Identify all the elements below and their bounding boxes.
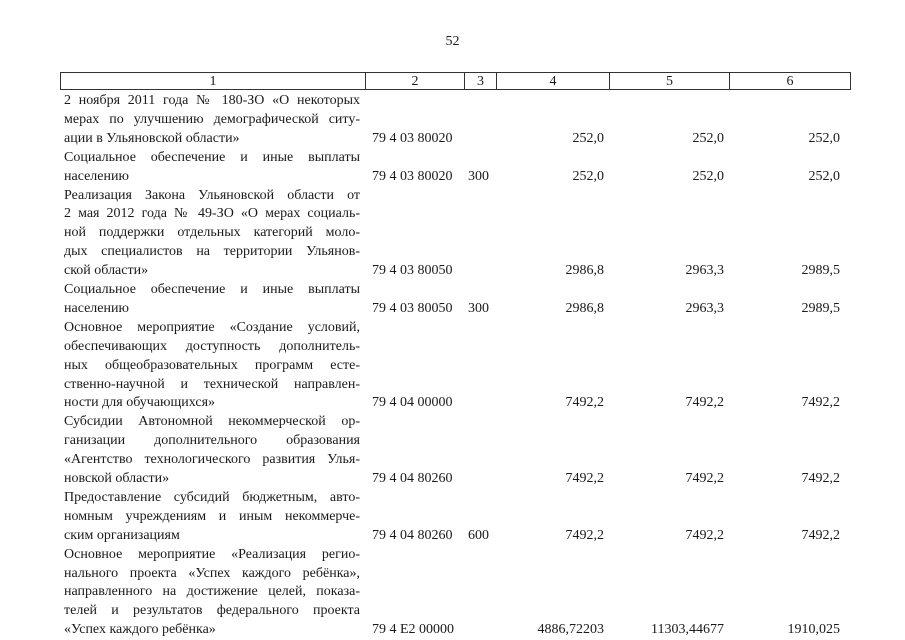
row-value-col4: 2986,8 — [565, 263, 604, 279]
row-value-col5: 2963,3 — [685, 300, 724, 316]
row-value-col6: 2989,5 — [801, 300, 840, 316]
row-value-col6: 7492,2 — [801, 395, 840, 411]
row-description-line: ским организациям — [64, 527, 180, 543]
row-description-line: номным учреждениям и иным некоммерче- — [64, 508, 360, 524]
row-description-line: ственно-научной и технической направлен- — [64, 376, 360, 392]
row-value-col4: 7492,2 — [565, 471, 604, 486]
row-description-line: Субсидии Автономной некоммерческой ор- — [64, 414, 360, 430]
row-value-col5: 2963,3 — [685, 263, 724, 279]
row-value-col4: 252,0 — [572, 130, 604, 146]
row-description-line: Реализация Закона Ульяновской области от — [64, 187, 360, 203]
row-value-col6: 2989,5 — [801, 263, 840, 279]
row-description-line: населению — [64, 300, 129, 316]
row-value-col5: 7492,2 — [685, 471, 724, 486]
table-header — [60, 72, 851, 90]
row-code: 79 4 04 80260 — [372, 471, 453, 486]
row-code: 79 4 03 80020 — [372, 168, 453, 184]
row-description-line: Основное мероприятие «Реализация регио- — [64, 546, 360, 562]
row-description-line: населению — [64, 168, 129, 184]
header-col-1: 1 — [61, 73, 366, 89]
row-description-line: Основное мероприятие «Создание условий, — [64, 319, 360, 335]
row-code: 79 4 03 80050 — [372, 300, 453, 316]
row-description-line: 2 ноября 2011 года № 180-ЗО «О некоторых — [64, 93, 360, 108]
row-value-col4: 7492,2 — [565, 527, 604, 543]
row-code: 79 4 03 80020 — [372, 130, 453, 146]
row-value-col4: 7492,2 — [565, 395, 604, 411]
row-value-col6: 7492,2 — [801, 471, 840, 486]
row-description-line: Предоставление субсидий бюджетным, авто- — [64, 489, 360, 505]
row-code: 79 4 03 80050 — [372, 263, 453, 279]
header-col-5: 5 — [610, 73, 730, 89]
row-value-col6: 7492,2 — [801, 527, 840, 543]
page-number: 52 — [445, 34, 460, 49]
row-value-col6: 252,0 — [808, 168, 840, 184]
row-description-line: «Успех каждого ребёнка» — [64, 622, 216, 638]
row-description-line: ных общеобразовательных программ есте- — [64, 357, 360, 373]
row-description-line: дых специалистов на территории Ульянов- — [64, 244, 360, 260]
row-expense-type: 600 — [468, 527, 489, 543]
row-description-line: телей и результатов федерального проекта — [64, 603, 360, 619]
row-expense-type: 300 — [468, 300, 489, 316]
row-description-line: ской области» — [64, 263, 149, 279]
row-description-line: 2 мая 2012 года № 49-ЗО «О мерах социаль- — [64, 206, 360, 222]
row-description-line: «Агентство технологического развития Улья- — [64, 452, 360, 468]
row-code: 79 4 04 80260 — [372, 527, 453, 543]
row-description-line: обеспечивающих доступность дополнитель- — [64, 338, 360, 354]
row-description-line: мерах по улучшению демографической ситу- — [64, 111, 360, 127]
row-value-col5: 252,0 — [692, 168, 724, 184]
row-value-col4: 252,0 — [572, 168, 604, 184]
row-description-line: нального проекта «Успех каждого ребёнка», — [64, 565, 360, 581]
row-description-line: ации в Ульяновской области» — [64, 130, 240, 146]
row-description-line: ной поддержки отдельных категорий моло- — [64, 225, 360, 241]
row-description-line: направленного на достижение целей, показа- — [64, 584, 360, 600]
row-description-line: Социальное обеспечение и иные выплаты — [64, 282, 360, 297]
row-value-col5: 252,0 — [692, 130, 724, 146]
row-value-col5: 7492,2 — [685, 395, 724, 411]
row-description-line: ганизации дополнительного образования — [64, 433, 360, 449]
row-code: 79 4 E2 00000 — [372, 622, 455, 638]
row-description-line: новской области» — [64, 471, 170, 486]
row-expense-type: 300 — [468, 168, 489, 184]
row-value-col6: 1910,025 — [787, 622, 840, 638]
header-col-6: 6 — [786, 74, 794, 89]
row-description-line: Социальное обеспечение и иные выплаты — [64, 149, 360, 165]
header-col-3: 3 — [465, 73, 497, 89]
header-col-4: 4 — [497, 73, 610, 89]
row-value-col5: 7492,2 — [685, 527, 724, 543]
row-description-line: ности для обучающихся» — [64, 395, 216, 411]
row-value-col4: 4886,72203 — [537, 622, 604, 638]
row-value-col4: 2986,8 — [565, 300, 604, 316]
row-code: 79 4 04 00000 — [372, 395, 453, 411]
row-value-col6: 252,0 — [808, 130, 840, 146]
header-col-2: 2 — [366, 73, 465, 89]
row-value-col5: 11303,44677 — [651, 622, 724, 638]
